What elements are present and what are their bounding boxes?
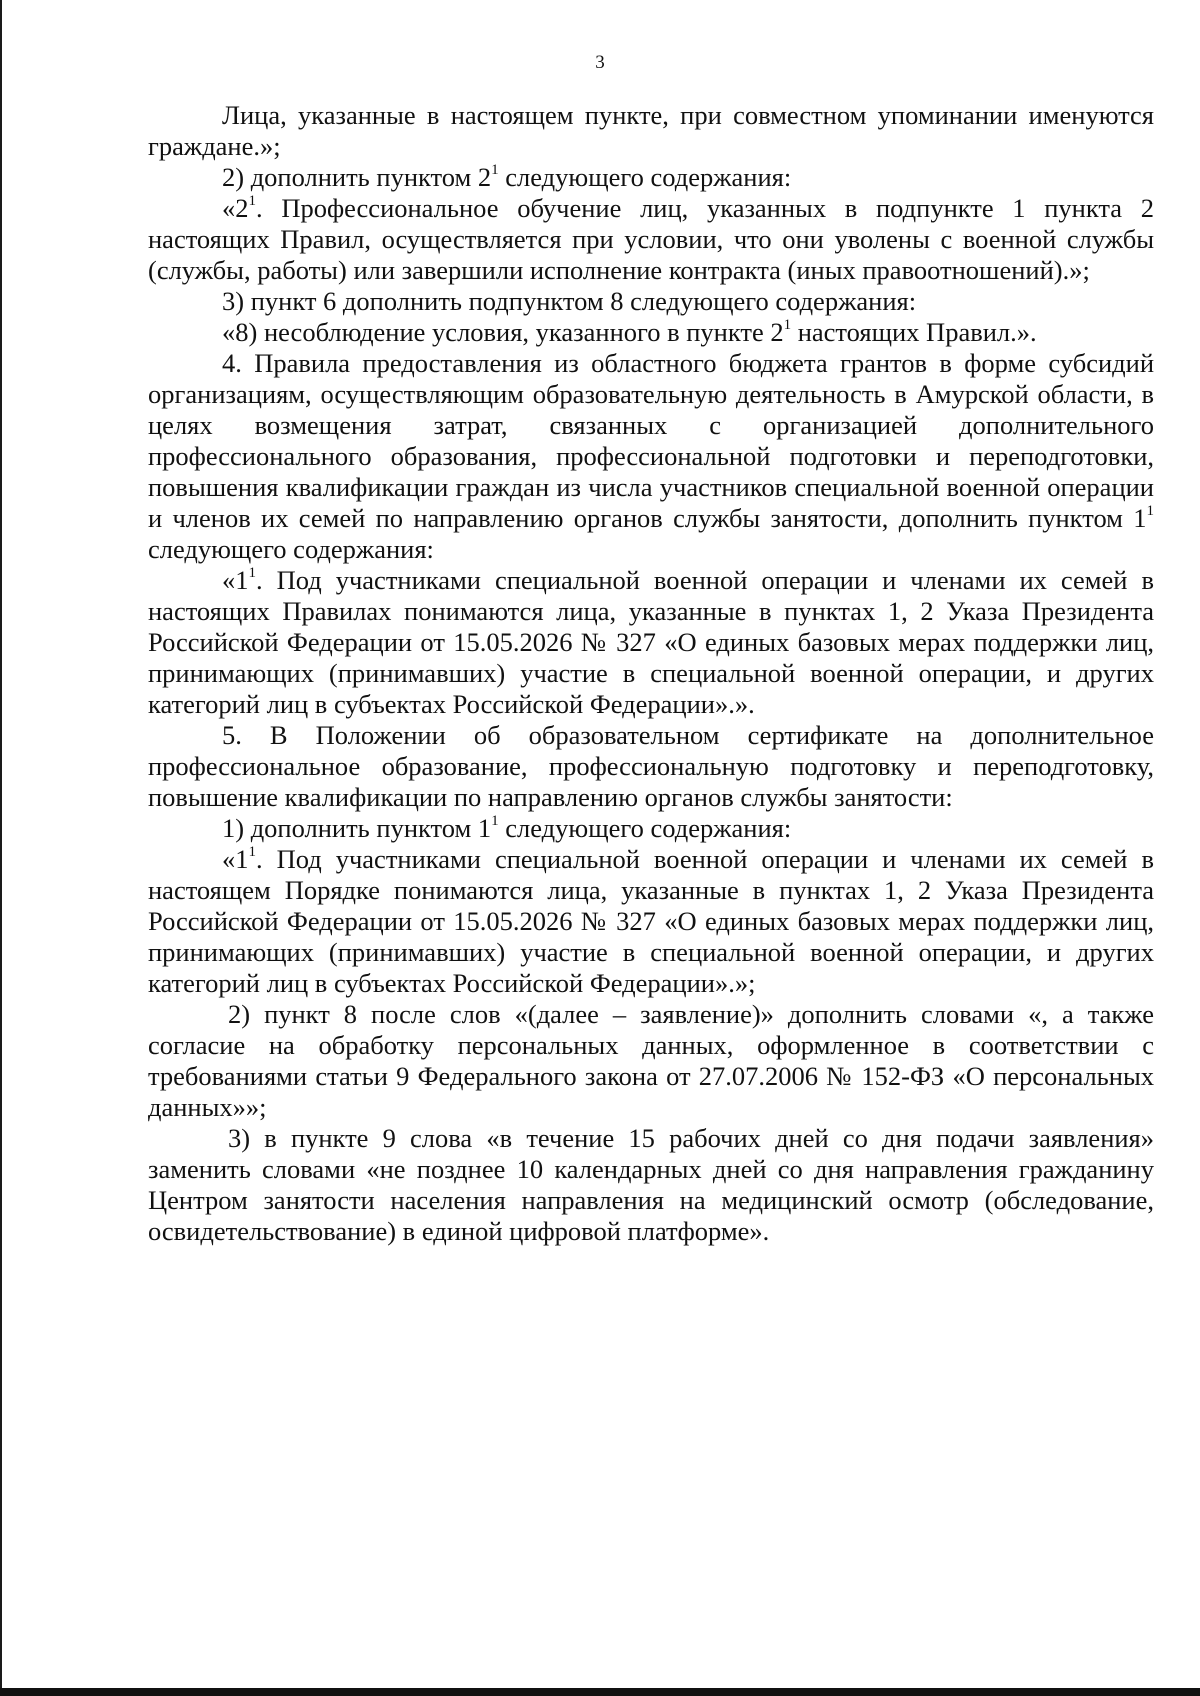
document-body	[148, 100, 1154, 1247]
superscript: 1	[248, 565, 256, 582]
paragraph-5: «8) несоблюдение условия, указанного в пункте $2^1$ настоящих Правил.».	[222, 317, 1037, 347]
superscript: 1	[491, 813, 499, 830]
superscript: 1	[248, 844, 256, 861]
paragraph-7: «$1^1$. Под участниками специальной военной операции и членами их семей в настоящих Правилах понимаются лица, указанные в пунктах 1, 2 Указа Президента Российской Федерации от 15.05.2026 № 327 «О единых базовых мерах поддержки лиц, принимающих (принимавших) участие в специальной военной операции, и других категорий лиц в субъектах Российской Федерации».».	[148, 565, 1154, 719]
paragraph-4: 3) пункт 6 дополнить подпунктом 8 следующего содержания:	[222, 286, 917, 316]
superscript: 1	[248, 193, 256, 210]
paragraph-6: 4. Правила предоставления из областного бюджета грантов в форме субсидий организациям, осуществляющим образовательную деятельность в Амурской области, в целях возмещения затрат, связанных с организацией дополнительного профессионального образования, профессиональной подготовки и переподготовки, повышения квалификации граждан из числа участников специальной военной операции и членов их семей по направлению органов службы занятости, дополнить пунктом $1^1$ следующего содержания:	[148, 348, 1154, 564]
superscript: 1	[1146, 503, 1154, 520]
paragraph-9: 1) дополнить пунктом $1^1$ следующего содержания:	[222, 813, 792, 843]
paragraph-3: «$2^1$. Профессиональное обучение лиц, указанных в подпункте 1 пункта 2 настоящих Правил, осуществляется при условии, что они уволены с военной службы (службы, работы) или завершили исполнение контракта (иных правоотношений).»;	[148, 193, 1154, 285]
paragraph-8: 5. В Положении об образовательном сертификате на дополнительное профессиональное образование, профессиональную подготовку и переподготовку, повышение квалификации по направлению органов службы занятости:	[148, 720, 1154, 812]
scan-edge-bottom	[0, 1688, 1200, 1696]
paragraph-1: Лица, указанные в настоящем пункте, при совместном упоминании именуются граждане.»;	[148, 100, 1154, 161]
paragraph-12: 3) в пункте 9 слова «в течение 15 рабочих дней со дня подачи заявления» заменить словами «не позднее 10 календарных дней со дня направления гражданину Центром занятости населения направления на медицинский осмотр (обследование, освидетельствование) в единой цифровой платформе».	[148, 1123, 1154, 1246]
scan-edge-left	[0, 0, 2, 1696]
paragraph-10: «$1^1$. Под участниками специальной военной операции и членами их семей в настоящем Порядке понимаются лица, указанные в пунктах 1, 2 Указа Президента Российской Федерации от 15.05.2026 № 327 «О единых базовых мерах поддержки лиц, принимающих (принимавших) участие в специальной военной операции, и других категорий лиц в субъектах Российской Федерации».»;	[148, 844, 1154, 998]
superscript: 1	[783, 317, 792, 334]
page-number: 3	[595, 52, 605, 73]
superscript: 1	[491, 162, 499, 179]
paragraph-11: 2) пункт 8 после слов «(далее – заявление)» дополнить словами «, а также согласие на обработку персональных данных, оформленное в соответствии с требованиями статьи 9 Федерального закона от 27.07.2006 № 152-ФЗ «О персональных данных»»;	[148, 999, 1154, 1122]
paragraph-2: 2) дополнить пунктом $2^1$ следующего содержания:	[222, 162, 792, 192]
